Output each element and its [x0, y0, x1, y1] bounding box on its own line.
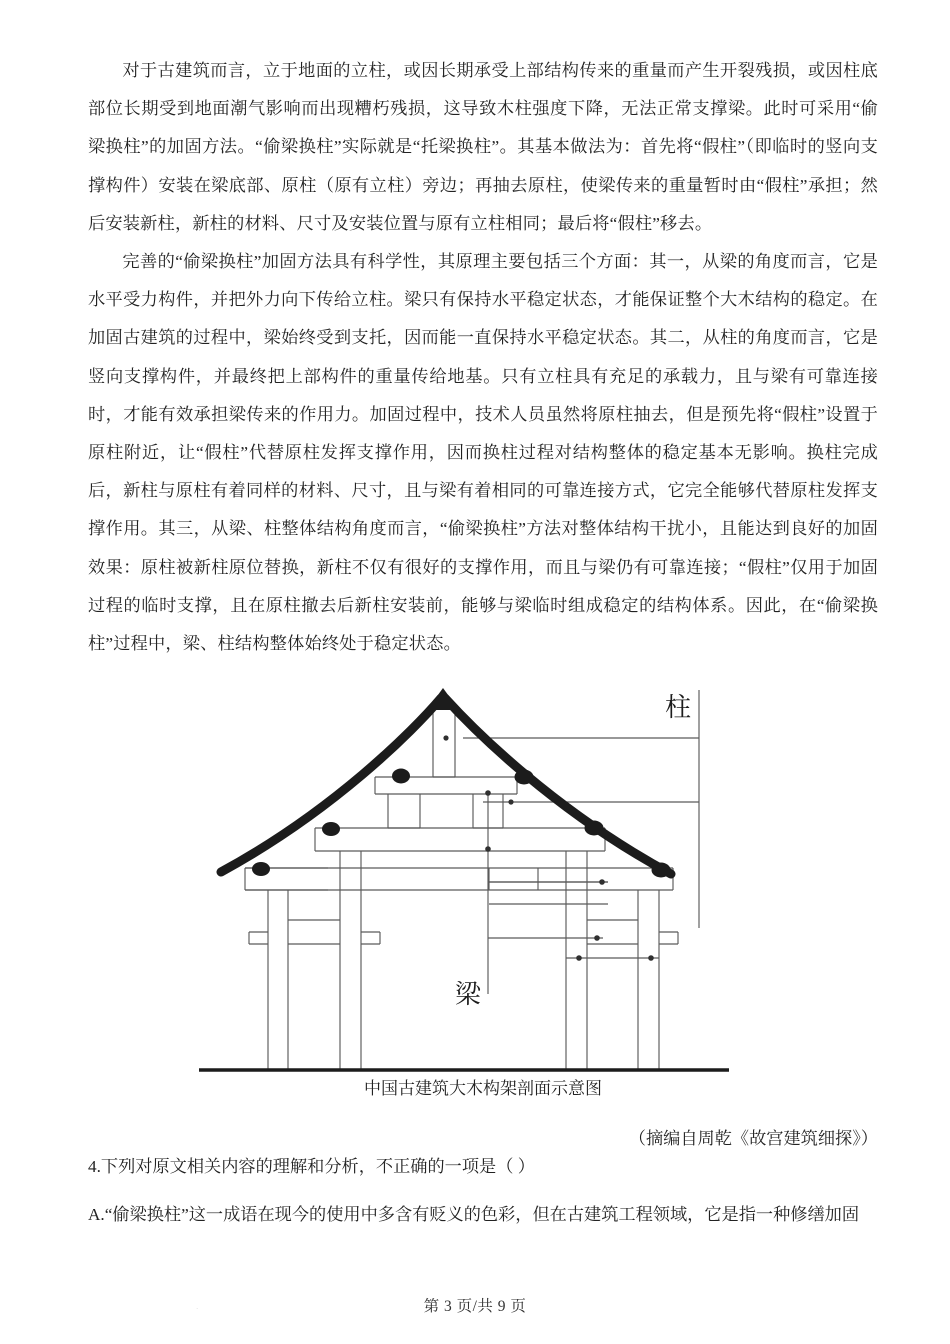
- question-stem: 4.下列对原文相关内容的理解和分析，不正确的一项是（ ）: [88, 1157, 535, 1176]
- figure-block: [88, 676, 878, 1148]
- ancient-architecture-section-diagram: [183, 676, 743, 1076]
- bracket-node-dots: [252, 769, 671, 878]
- figure-label-beam: 梁: [454, 980, 481, 1009]
- figure-source-attribution: （摘编自周乾《故宫建筑细探》）: [628, 1129, 878, 1148]
- page-footer: 第 3 页/共 9 页: [423, 1298, 527, 1315]
- paragraph-2: 完善的“偷梁换柱”加固方法具有科学性，其原理主要包括三个方面：其一，从梁的角度而言，它是水平受力构件，并把外力向下传给立柱。梁只有保持水平稳定状态，才能保证整个大木结构的稳定。在加固古建筑的过程中，梁始终受到支托，因而能一直保持水平稳定状态。其二，从柱的角度而言，它是竖向支撑构件，并最终把上部构件的重量传给地基。只有立柱具有充足的承载力，且与梁有可靠连接时，才能有效承担梁传来的作用力。加固过程中，技术人员虽然将原柱抽去，但是预先将“假柱”设置于原柱附近，让“假柱”代替原柱发挥支撑作用，因而换柱过程对结构整体的稳定基本无影响。换柱完成后，新柱与原柱有着同样的材料、尺寸，且与梁有着相同的可靠连接方式，它完全能够代替原柱发挥支撑作用。其三，从梁、柱整体结构角度而言，“偷梁换柱”方法对整体结构干扰小，且能达到良好的加固效果：原柱被新柱原位替换，新柱不仅有很好的支撑作用，而且与梁仍有可靠连接；“假柱”仅用于加固过程的临时支撑，且在原柱撤去后新柱安装前，能够与梁临时组成稳定的结构体系。因此，在“偷梁换柱”过程中，梁、柱结构整体始终处于稳定状态。: [88, 252, 878, 654]
- figure-caption: 中国古建筑大木构架剖面示意图: [364, 1079, 602, 1098]
- paragraph-1: 对于古建筑而言，立于地面的立柱，或因长期承受上部结构传来的重量而产生开裂残损，或因柱底部位长期受到地面潮气影响而出现糟朽残损，这导致木柱强度下降，无法正常支撑梁。此时可采用“偷梁换柱”的加固方法。“偷梁换柱”实际就是“托梁换柱”。其基本做法为：首先将“假柱”（即临时的竖向支撑构件）安装在梁底部、原柱（原有立柱）旁边；再抽去原柱，使梁传来的重量暂时由“假柱”承担；然后安装新柱，新柱的材料、尺寸及安装位置与原有立柱相同；最后将“假柱”移去。: [88, 61, 878, 233]
- article-body: [88, 52, 878, 663]
- roof-silhouette: [221, 698, 671, 874]
- figure-label-column: 柱: [664, 693, 691, 722]
- roof-ridge-apex: [427, 688, 459, 710]
- question-option-a: A.“偷梁换柱”这一成语在现今的使用中多含有贬义的色彩，但在古建筑工程领域，它是指一种修缮加固: [88, 1205, 860, 1224]
- question-block: [88, 1148, 888, 1234]
- page-watermark-dot: ·: [196, 1305, 199, 1313]
